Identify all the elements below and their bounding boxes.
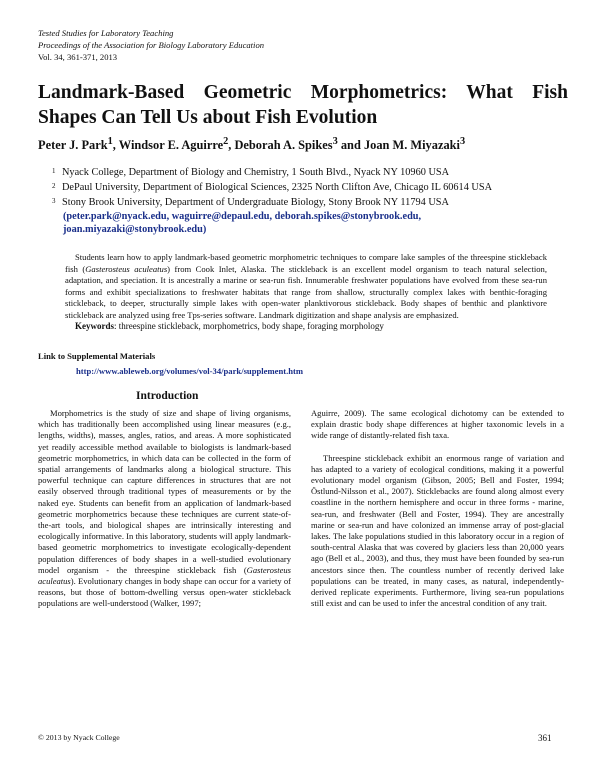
keywords-text: : threespine stickleback, morphometrics, body shape, foraging morphology [114, 321, 384, 331]
journal-header [38, 27, 264, 63]
left-column [38, 408, 291, 610]
supplemental-link[interactable]: http://www.ableweb.org/volumes/vol-34/park/supplement.htm [76, 366, 304, 376]
paragraph-text: Morphometrics is the study of size and shape of living organisms, which has traditionally been accomplished using linear measures (e.g., lengths, widths), masses, angles, ratios, and areas. A more sophisticated yet readily accessible method available to biologists is landmark-based geometric morphometrics, in which data can be collected in the form of spatial arrangements of landmarks along a biological structure. This powerful technique can capture differences in structures that are not easily observed through traditional types of measurements or by the naked eye. Students can benefit from an application of landmark-based geometric morphometrics because these techniques are current state-of-the-art tools, and biological shapes are intrinsically interesting and ecologically informative. In this laboratory, students will apply landmark-based geometric morphometrics to investigate ecologically-dependent population differences of body shapes in a well-studied evolutionary model organism - the threespine stickleback fish ( [38, 408, 291, 575]
author-sup: 2 [223, 136, 229, 147]
author-emails [63, 210, 583, 236]
keywords-label: Keywords [75, 321, 114, 331]
affiliation [52, 166, 592, 179]
emails-line[interactable]: joan.miyazaki@stonybrook.edu) [63, 224, 207, 235]
paper-title: Landmark-Based Geometric Morphometrics: What Fish Shapes Can Tell Us about Fish Evolution [38, 82, 568, 128]
paragraph [38, 408, 291, 610]
proceedings-name: Proceedings of the Association for Biology Laboratory Education [38, 40, 265, 50]
author-sup: 1 [107, 136, 113, 147]
section-heading: Introduction [136, 390, 199, 402]
journal-name: Tested Studies for Laboratory Teaching [38, 28, 174, 38]
affiliation-text: Stony Brook University, Department of Undergraduate Biology, Stony Brook NY 11794 USA [62, 197, 449, 208]
author-name: Windsor E. Aguirre [118, 138, 224, 153]
species-name: Gasterosteus aculeatus [38, 564, 291, 587]
author-list [38, 136, 465, 153]
author-name: Joan M. Miyazaki [363, 138, 460, 153]
author-sep: , [228, 138, 235, 153]
species-name: Gasterosteus aculeatus [85, 263, 168, 274]
author-sup: 3 [459, 136, 466, 147]
affiliation [52, 181, 592, 194]
emails-line[interactable]: (peter.park@nyack.edu, waguirre@depaul.edu, deborah.spikes@stonybrook.edu, [63, 211, 422, 222]
author-sup: 3 [332, 136, 338, 147]
paragraph: Threespine stickleback exhibit an enormous range of variation and has adapted to a variety of ecological conditions, making it a powerful evolutionary model organism (Gibson, 2005; Bell and Foster, 1994; Östlund-Nilsson et al., 2007). Sticklebacks are found along almost every coastline in the northern hemisphere and occur in three forms - marine, sea-run, and freshwater (Bell and Foster, 1994). They are ancestrally marine or sea-run and have colonized an immense array of post-glacial lakes. The lake populations studied in this laboratory occur in a region of south-central Alaska that was covered by glaciers less than 20,000 years ago (Bell et al., 2003), and thus, they must have been founded by sea-run ancestors since then. The countless number of recently derived lake populations can be treated, in many cases, as natural, independently-derived replicate experiments. Furthermore, living sea-run populations still exist and can be used to infer the ancestral condition of any trait. [311, 452, 564, 609]
right-column [311, 408, 564, 609]
affiliation-sup: 3 [52, 197, 56, 205]
affiliation-text: DePaul University, Department of Biological Sciences, 2325 North Clifton Ave, Chicago IL 60614 USA [62, 182, 493, 193]
abstract-text: Students learn how to apply landmark-based geometric morphometric techniques to compare lake samples of the threespine stickleback fish ( [65, 252, 547, 274]
affiliation-text: Nyack College, Department of Biology and Chemistry, 1 South Blvd., Nyack NY 10960 USA [62, 167, 450, 178]
author-sep: , [112, 138, 119, 153]
abstract [65, 252, 547, 322]
author-name: Deborah A. Spikes [234, 138, 333, 153]
affiliation-sup: 2 [52, 182, 56, 190]
author-name: Peter J. Park [38, 138, 108, 153]
volume-info: Vol. 34, 361-371, 2013 [38, 52, 118, 62]
page-number: 361 [538, 733, 552, 743]
affiliation-sup: 1 [52, 167, 56, 175]
affiliation [52, 196, 592, 209]
paragraph: Aguirre, 2009). The same ecological dichotomy can be extended to explain drastic body shape differences at higher taxonomic levels in a wide range of distantly-related fish taxa. [311, 408, 564, 441]
keywords [75, 321, 384, 331]
paragraph-text: ). Evolutionary changes in body shape can occur for a variety of reasons, but those of bottom-dwelling versus open-water stickleback populations are well-understood (Walker, 1997; [38, 576, 291, 609]
copyright: © 2013 by Nyack College [38, 733, 120, 742]
author-sep: and [337, 138, 364, 153]
abstract-text: ) from Cook Inlet, Alaska. The stickleback is an excellent model organism to teach natural selection, adaptation, and speciation. It is ancestrally a marine or sea-run fish. Innumerable freshwater populations have evolved from these sea-run forms and exhibit specializations to freshwater habitats that range from shallow, structurally complex lakes with benthic-foraging stickleback, to deeper, structurally simple lakes with open-water planktivorous stickleback. Body shapes of benthic and planktivore stickleback are analyzed using free Tps-series software. Landmark digitization and shape analysis are emphasized. [65, 263, 547, 320]
supplemental-heading: Link to Supplemental Materials [38, 351, 156, 361]
